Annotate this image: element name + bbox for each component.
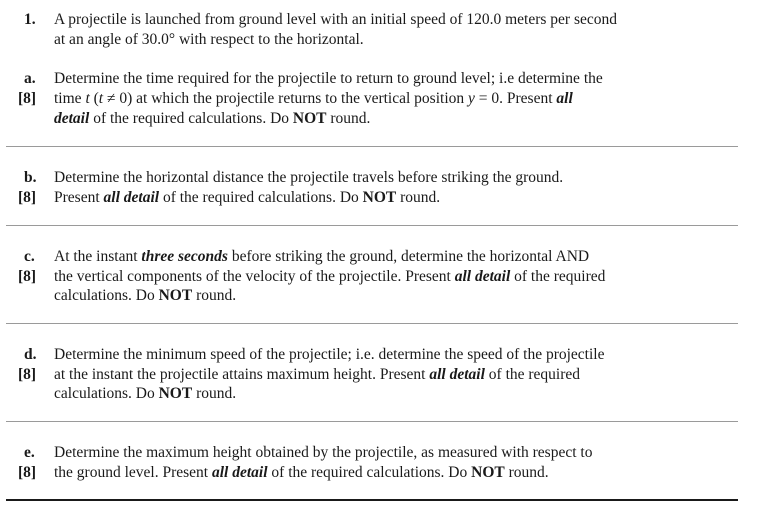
part-d-line-1: Determine the minimum speed of the projectile; i.e. determine the speed of the projectile: [54, 346, 605, 363]
part-points: [8]: [18, 268, 37, 285]
part-e: [0, 443, 769, 463]
part-c-line-2: the vertical components of the velocity of the projectile. Present all detail of the required: [54, 268, 606, 285]
part-c: [0, 247, 769, 267]
part-e-line-2-row: [0, 463, 769, 483]
divider: [6, 323, 738, 324]
part-b-line-2-row: [0, 188, 769, 208]
part-letter: e.: [24, 444, 35, 461]
question-stem-line-2: [0, 30, 769, 50]
part-c-line-1: At the instant three seconds before striking the ground, determine the horizontal AND: [54, 248, 590, 265]
part-b: [0, 168, 769, 188]
part-b-line-1: Determine the horizontal distance the projectile travels before striking the ground.: [54, 169, 564, 186]
part-a-line-2-row: [0, 89, 769, 109]
bottom-divider: [6, 499, 738, 501]
part-c-line-2-row: [0, 267, 769, 287]
part-letter: b.: [24, 169, 37, 186]
part-d-line-3: calculations. Do NOT round.: [54, 385, 237, 402]
divider: [6, 225, 738, 226]
part-points: [8]: [18, 90, 37, 107]
part-a-line-3-row: [0, 109, 769, 129]
part-points: [8]: [18, 366, 37, 383]
part-d-line-2-row: [0, 365, 769, 385]
part-d: [0, 345, 769, 365]
question-text-line-1: A projectile is launched from ground level with an initial speed of 120.0 meters per second: [54, 11, 618, 28]
part-points: [8]: [18, 189, 37, 206]
part-letter: c.: [24, 248, 35, 265]
part-a-line-3: detail of the required calculations. Do NOT round.: [54, 110, 371, 127]
part-points: [8]: [18, 464, 37, 481]
part-a-line-1: Determine the time required for the projectile to return to ground level; i.e determine the: [54, 70, 603, 87]
part-d-line-2: at the instant the projectile attains maximum height. Present all detail of the required: [54, 366, 581, 383]
part-b-line-2: Present all detail of the required calculations. Do NOT round.: [54, 189, 441, 206]
question-stem: [0, 10, 769, 30]
part-d-line-3-row: [0, 384, 769, 404]
part-c-line-3-row: [0, 286, 769, 306]
question-text-line-2: at an angle of 30.0° with respect to the horizontal.: [54, 31, 364, 48]
divider: [6, 421, 738, 422]
part-a: [0, 69, 769, 89]
question-number: 1.: [24, 11, 36, 28]
part-e-line-1: Determine the maximum height obtained by the projectile, as measured with respect to: [54, 444, 593, 461]
part-letter: a.: [24, 70, 36, 87]
part-letter: d.: [24, 346, 37, 363]
divider: [6, 146, 738, 147]
part-e-line-2: the ground level. Present all detail of the required calculations. Do NOT round.: [54, 464, 549, 481]
part-c-line-3: calculations. Do NOT round.: [54, 287, 237, 304]
part-a-line-2: time t (t ≠ 0) at which the projectile returns to the vertical position y = 0. Present all: [54, 90, 573, 107]
